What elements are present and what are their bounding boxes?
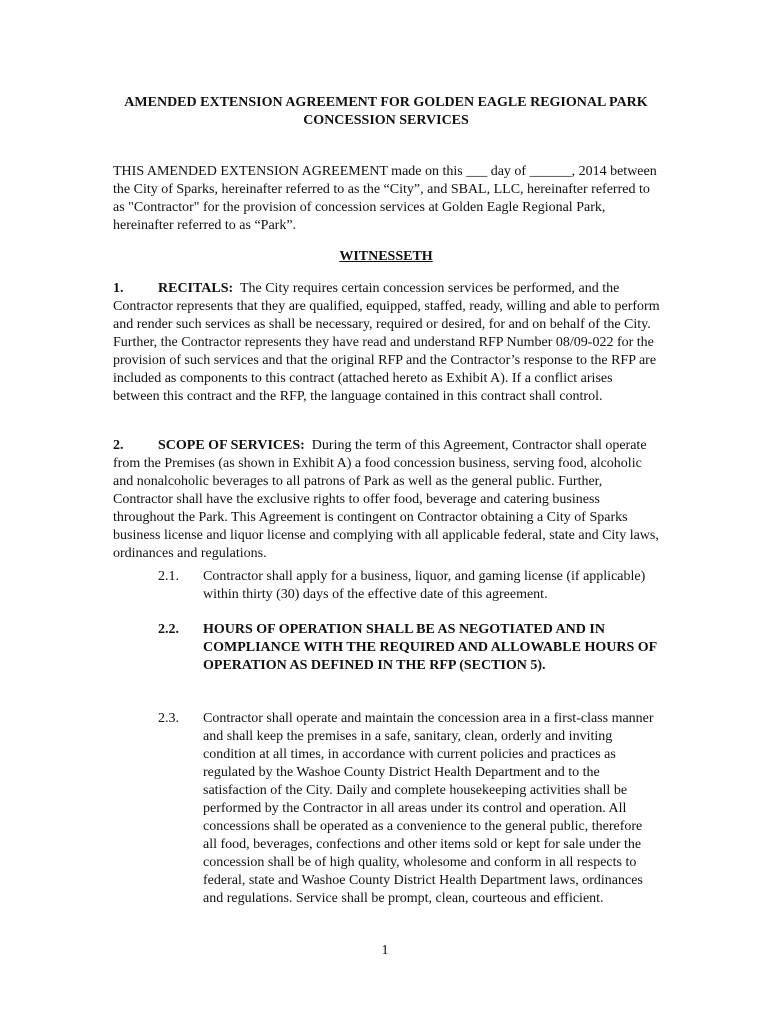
subsection-text: Contractor shall operate and maintain the concession area in a first-class manner and shall keep the premises in a safe, sanitary, clean, orderly and inviting condition at all times, in accordance with current policies and practices as regulated by the Washoe County District Health Department and to the satisfaction of the City. Daily and complete housekeeping activities shall be performed by the Contractor in all areas under its control and operation. All concessions shall be operated as a convenience to the general public, therefore all food, beverages, confections and other items sold or kept for sale under the concession shall be of high quality, wholesome and conform in all respects to federal, state and Washoe County District Health Department laws, ordinances and regulations. Service shall be prompt, clean, courteous and efficient.: [203, 711, 654, 906]
section-number: 1.: [113, 281, 124, 296]
subsection-number: 2.3.: [158, 711, 179, 726]
subsection-2-2: [158, 621, 658, 675]
section-heading: RECITALS:: [158, 281, 234, 296]
subsection-text: Contractor shall apply for a business, liquor, and gaming license (if applicable) within thirty (30) days of the effective date of this agreement.: [203, 569, 646, 602]
section-body: The City requires certain concession services be performed, and the Contractor represents that they are qualified, equipped, staffed, ready, willing and able to perform and render such services as shall be necessary, required or desired, for and on behalf of the City. Further, the Contractor represents they have read and understand RFP Number 08/09-022 for the provision of such services and that the original RFP and the Contractor’s response to the RFP are included as components to this contract (attached hereto as Exhibit A). If a conflict arises between this contract and the RFP, the language contained in this contract shall control.: [113, 281, 660, 404]
subsection-text: HOURS OF OPERATION SHALL BE AS NEGOTIATED AND IN COMPLIANCE WITH THE REQUIRED AND ALLOWABLE HOURS OF OPERATION AS DEFINED IN THE RFP (SECTION 5).: [203, 622, 657, 673]
subsection-2-3: [158, 710, 658, 908]
subsection-number: 2.1.: [158, 569, 179, 584]
section-scope-of-services: [113, 437, 661, 563]
section-heading: SCOPE OF SERVICES:: [158, 438, 305, 453]
witnesseth-heading: WITNESSETH: [339, 249, 433, 264]
section-number: 2.: [113, 438, 124, 453]
subsection-number: 2.2.: [158, 622, 179, 637]
document-title: AMENDED EXTENSION AGREEMENT FOR GOLDEN EAGLE REGIONAL PARK CONCESSION SERVICES: [124, 95, 648, 128]
section-body: During the term of this Agreement, Contractor shall operate from the Premises (as shown in Exhibit A) a food concession business, serving food, alcoholic and nonalcoholic beverages to all patrons of Park as well as the general public. Further, Contractor shall have the exclusive rights to offer food, beverage and catering business throughout the Park. This Agreement is contingent on Contractor obtaining a City of Sparks business license and liquor license and complying with all applicable federal, state and City laws, ordinances and regulations.: [113, 438, 659, 561]
section-recitals: [113, 280, 661, 406]
intro-paragraph: THIS AMENDED EXTENSION AGREEMENT made on this ___ day of ______, 2014 between the City of Sparks, hereinafter referred to as the “City”, and SBAL, LLC, hereinafter referred to as "Contractor" for the provision of concession services at Golden Eagle Regional Park, hereinafter referred to as “Park”.: [113, 164, 657, 233]
page-number: 1: [381, 943, 389, 958]
subsection-2-1: [158, 568, 658, 604]
